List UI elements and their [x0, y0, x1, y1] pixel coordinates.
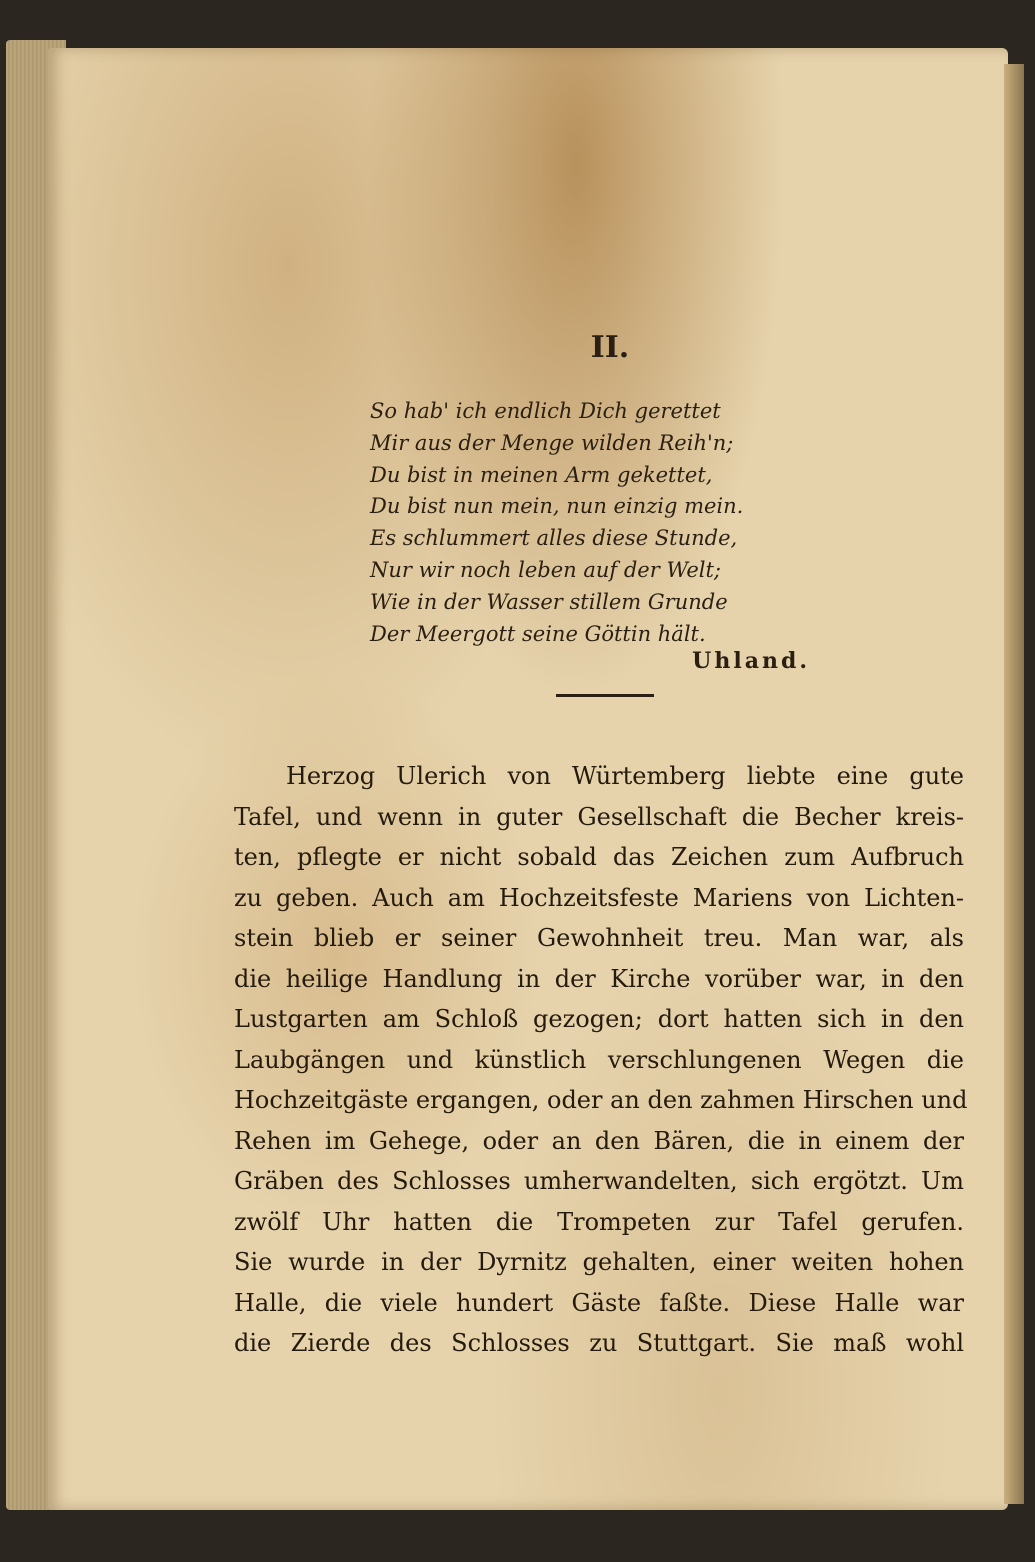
poem-line: Du bist in meinen Arm gekettet,	[370, 462, 713, 487]
text-line: Tafel, und wenn in guter Gesellschaft die Becher kreis-	[234, 802, 964, 831]
poem-line: Nur wir noch leben auf der Welt;	[370, 557, 721, 582]
text-line: zwölf Uhr hatten die Trompeten zur Tafel gerufen.	[234, 1207, 964, 1236]
right-page-edge	[1004, 64, 1024, 1504]
section-divider	[556, 694, 654, 697]
poem-line: Der Meergott seine Göttin hält.	[370, 621, 706, 646]
body-text	[234, 756, 968, 1364]
text-line: Hochzeitgäste ergangen, oder an den zahmen Hirschen und	[234, 1086, 968, 1114]
poem-line: Mir aus der Menge wilden Reih'n;	[370, 430, 734, 455]
poem-line: Du bist nun mein, nun einzig mein.	[370, 494, 744, 519]
text-line: Lustgarten am Schloß gezogen; dort hatten sich in den	[234, 1005, 964, 1033]
poem-line: Es schlummert alles diese Stunde,	[370, 526, 738, 551]
text-line: Halle, die viele hundert Gäste faßte. Diese Halle war	[234, 1288, 964, 1317]
text-line: Laubgängen und künstlich verschlungenen Wegen die	[234, 1045, 964, 1074]
poem-author: Uhland.	[692, 648, 810, 674]
text-line: Gräben des Schlosses umherwandelten, sich ergötzt. Um	[234, 1167, 964, 1195]
text-line: zu geben. Auch am Hochzeitsfeste Mariens von Lichten-	[234, 883, 964, 912]
poem-line: Wie in der Wasser stillem Grunde	[370, 589, 728, 614]
chapter-heading: II.	[590, 330, 630, 365]
text-line: die Zierde des Schlosses zu Stuttgart. Sie maß wohl	[234, 1329, 964, 1357]
epigraph-poem	[370, 396, 790, 650]
text-line: die heilige Handlung in der Kirche vorüber war, in den	[234, 964, 964, 993]
text-line: Sie wurde in der Dyrnitz gehalten, einer weiten hohen	[234, 1248, 964, 1276]
poem-line: So hab' ich endlich Dich gerettet	[370, 399, 721, 423]
text-line: Rehen im Gehege, oder an den Bären, die in einem der	[234, 1126, 964, 1155]
text-line: Herzog Ulerich von Würtemberg liebte eine gute	[286, 762, 964, 790]
text-line: stein blieb er seiner Gewohnheit treu. Man war, als	[234, 924, 964, 952]
text-line: ten, pflegte er nicht sobald das Zeichen zum Aufbruch	[234, 843, 964, 871]
